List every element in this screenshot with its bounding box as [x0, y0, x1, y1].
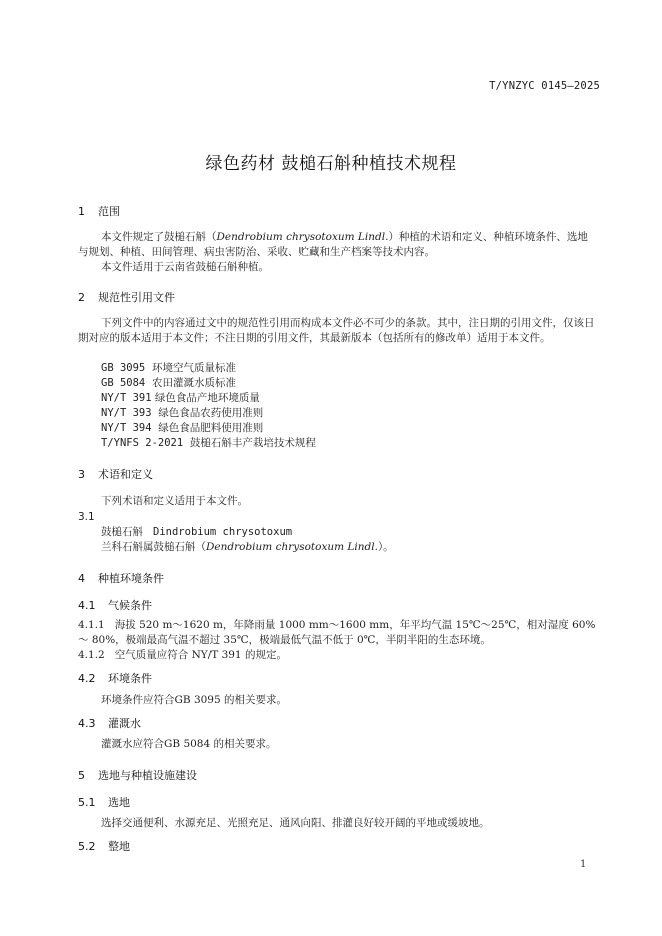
subsection-number: 5.2 [78, 840, 96, 853]
subsection-title: 气候条件 [108, 599, 152, 612]
latin-name: Dendrobium chrysotoxum Lindl. [216, 231, 389, 243]
section-number: 2 [78, 291, 85, 304]
site-selection-text: 选择交通便利、水源充足、光照充足、通风向阳、排灌良好较开阔的平地或缓坡地。 [101, 817, 490, 829]
reference-code: T/YNFS 2-2021 [101, 437, 184, 449]
reference-name: 绿色食品农药使用准则 [158, 407, 264, 419]
subsection-number: 4.3 [78, 717, 96, 730]
scope-applicability: 本文件适用于云南省鼓槌石斛种植。 [101, 261, 269, 273]
section-1-heading [78, 203, 120, 219]
section-number: 5 [78, 769, 85, 782]
reference-code: GB 5084 [101, 377, 146, 389]
term-english: Dindrobium chrysotoxum [153, 526, 293, 538]
section-number: 3 [78, 468, 85, 481]
section-title: 规范性引用文件 [98, 291, 175, 304]
section-4-heading [78, 570, 164, 586]
page-number: 1 [580, 859, 587, 870]
subsection-number: 4.1 [78, 599, 96, 612]
text-run: ）种植的术语和定义、种植环境条件、选地与规划、种植、田间管理、病虫害防治、采收、贮藏和生产档案等技术内容。 [78, 231, 588, 258]
subsection-4-3-heading [78, 715, 141, 731]
text-run: ）。 [377, 541, 394, 553]
reference-name: 鼓槌石斛丰产栽培技术规程 [189, 437, 316, 449]
clause-text: 海拔 520 m～1620 m，年降雨量 1000 mm～1600 mm，年平均气温 15℃～25℃，相对湿度 60%～ 80%，极端最高气温不超过 35℃，极端最低气温不低于 0℃，半阴半阳的生态环境。 [78, 619, 596, 646]
section-title: 选地与种植设施建设 [98, 769, 197, 782]
irrigation-text: 灌溉水应符合GB 5084 的相关要求。 [101, 738, 277, 750]
clause-text: 空气质量应符合 NY/T 391 的规定。 [114, 649, 287, 661]
subsection-title: 灌溉水 [108, 717, 141, 730]
reference-code: GB 3095 [101, 362, 146, 374]
reference-item [101, 391, 260, 406]
section-title: 范围 [98, 205, 120, 218]
subsection-4-1-heading [78, 597, 152, 613]
section-2-heading [78, 289, 175, 305]
subsection-title: 环境条件 [108, 672, 152, 685]
term-entry [101, 525, 292, 540]
section-title: 种植环境条件 [98, 572, 164, 585]
section-number: 1 [78, 205, 85, 218]
clause-4-1-2 [78, 648, 287, 663]
term-chinese: 鼓槌石斛 [101, 526, 143, 538]
reference-code: NY/T 391 [101, 392, 152, 404]
reference-name: 绿色食品肥料使用准则 [158, 422, 264, 434]
references-intro: 下列文件中的内容通过文中的规范性引用而构成本文件必不可少的条款。其中，注日期的引用文件，仅该日期对应的版本适用于本文件；不注日期的引用文件，其最新版本（包括所有的修改单）适用于本文件。 [78, 317, 595, 344]
scope-paragraph [78, 230, 598, 260]
document-code: T/YNZYC 0145—2025 [489, 80, 600, 92]
subsection-number: 4.2 [78, 672, 96, 685]
reference-item [101, 421, 263, 436]
reference-item [101, 361, 236, 376]
term-number: 3.1 [78, 511, 95, 523]
text-run: 本文件规定了鼓槌石斛（ [101, 231, 217, 243]
reference-name: 农田灌溉水质标准 [151, 377, 236, 389]
page-title: 绿色药材 鼓槌石斛种植技术规程 [205, 154, 457, 174]
section-number: 4 [78, 572, 85, 585]
reference-code: NY/T 393 [101, 407, 152, 419]
section-5-heading [78, 767, 197, 783]
reference-code: NY/T 394 [101, 422, 152, 434]
clause-number: 4.1.1 [78, 619, 105, 631]
subsection-5-1-heading [78, 794, 130, 810]
section-3-heading [78, 466, 153, 482]
subsection-4-2-heading [78, 670, 152, 686]
environment-text: 环境条件应符合GB 3095 的相关要求。 [101, 694, 288, 706]
latin-name: Dendrobium chrysotoxum Lindl. [206, 541, 378, 553]
subsection-title: 选地 [108, 796, 130, 809]
terms-intro: 下列术语和定义适用于本文件。 [101, 495, 248, 507]
text-run: 兰科石斛属鼓槌石斛（ [101, 541, 206, 553]
reference-name: 环境空气质量标准 [151, 362, 236, 374]
subsection-number: 5.1 [78, 796, 96, 809]
reference-item [101, 406, 263, 421]
subsection-5-2-heading [78, 838, 130, 854]
reference-name: 绿色食品产地环境质量 [154, 392, 260, 404]
section-title: 术语和定义 [98, 468, 153, 481]
reference-item [101, 436, 316, 451]
clause-4-1-1 [78, 618, 598, 648]
reference-item [101, 376, 236, 391]
clause-number: 4.1.2 [78, 649, 105, 661]
subsection-title: 整地 [108, 840, 130, 853]
term-definition [101, 540, 394, 555]
